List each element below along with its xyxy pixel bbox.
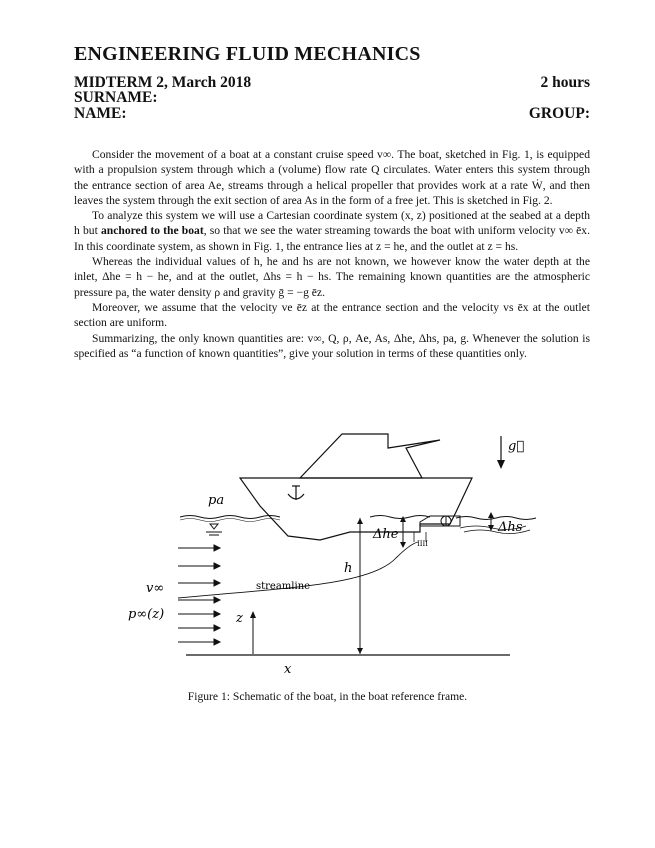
label-vinf: v∞ — [146, 581, 165, 596]
dhe-arrow-bottom — [400, 542, 406, 548]
paragraph-5: Summarizing, the only known quantities are: v∞, Q, ρ, Ae, As, Δhe, Δhs, pa, g. Whenever the solution is specified as “a function of known quantities”, give your solution in terms of these quantities only. — [74, 331, 590, 360]
document-title: ENGINEERING FLUID MECHANICS — [74, 43, 421, 65]
label-pinf: p∞(z) — [128, 607, 165, 622]
water-surface-mid — [370, 516, 430, 519]
surname-label: SURNAME: — [74, 89, 158, 106]
gravity-arrowhead — [497, 460, 505, 469]
depth-arrow-bottom — [357, 648, 363, 654]
free-surface-symbol — [206, 524, 222, 535]
water-surface-left-2 — [180, 519, 280, 522]
boat-cabin — [300, 434, 440, 478]
paragraph-3: Whereas the individual values of h, he and hs are not known, we however know the water depth at the inlet, Δhe = h − he, and at the outlet, Δhs = h − hs. The remaining known quantities are the atmospheric pressure pa, the water density ρ and gravity ḡ = −g ēz. — [74, 255, 590, 299]
paragraph-2-end: , so that we see the water streaming towards the boat with uniform velocity v∞ ēx. In this coordinate system, as shown in Fig. 1, the entrance lies at z = he, and the outlet at z = hs. — [74, 224, 590, 253]
exam-duration: 2 hours — [540, 74, 590, 91]
figure-caption: Figure 1: Schematic of the boat, in the boat reference frame. — [187, 690, 468, 703]
water-surface-right — [456, 517, 536, 520]
paragraph-2-bold: anchored to the boat — [100, 224, 204, 238]
z-axis-arrowhead — [250, 611, 256, 618]
paragraph-4: Moreover, we assume that the velocity ve ēz at the entrance section and the velocity vs ēx at the outlet section are uniform. — [74, 300, 590, 330]
label-h: h — [344, 561, 353, 576]
group-label: GROUP: — [528, 105, 590, 122]
inlet-mark: IIII — [417, 540, 429, 548]
paragraph-2 — [74, 208, 590, 254]
exam-info: MIDTERM 2, March 2018 — [74, 74, 252, 91]
label-dhs: Δhs — [498, 520, 523, 535]
label-streamline: streamline — [256, 581, 311, 592]
dhs-arrow-top — [488, 512, 494, 518]
paragraph-2-start: To analyze this system we will use a Cartesian coordinate system (x, z) positioned at the seabed at a depth h but — [74, 209, 590, 238]
paragraph-1: Consider the movement of a boat at a constant cruise speed v∞. The boat, sketched in Fig. 1, is equipped with a propulsion system through which a (volume) flow rate Q circulates. Water enters this system through the entrance section of area Ae, streams through a helical propeller that provides work at a rate Ẇ, and then leaves the system through the exit section of area As in the form of a free jet. This is sketched in Fig. 2. — [74, 148, 590, 207]
water-surface-left — [180, 516, 280, 519]
dhe-arrow-top — [400, 516, 406, 522]
label-g: g⃗ — [508, 439, 525, 454]
label-z: z — [236, 611, 243, 626]
boat-schematic — [120, 428, 540, 678]
problem-statement — [74, 147, 590, 361]
boat-hull — [240, 478, 472, 540]
label-dhe: Δhe — [373, 527, 399, 542]
label-x: x — [284, 662, 292, 677]
anchor-icon — [288, 486, 304, 500]
depth-arrow-top — [357, 518, 363, 524]
name-label: NAME: — [74, 105, 127, 122]
label-pa: pa — [208, 493, 225, 508]
